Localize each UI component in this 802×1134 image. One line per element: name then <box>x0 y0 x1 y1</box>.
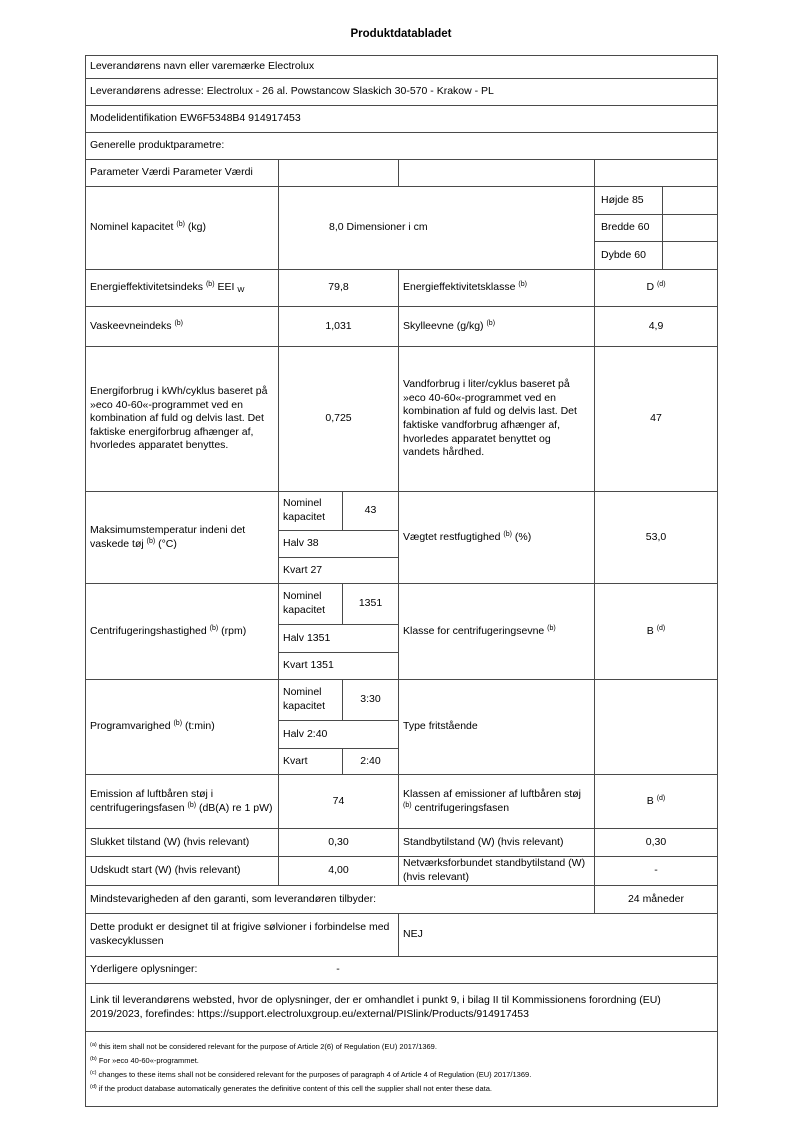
energy-class-label-text: Energieffektivitetsklasse <box>403 281 516 294</box>
delay-start-value-cell: 4,00 <box>278 857 398 885</box>
model-identification-cell <box>86 106 717 132</box>
duration-half-cell <box>279 721 398 748</box>
spin-nominal-value: 1351 <box>342 584 398 624</box>
row-parameter-header <box>86 159 717 186</box>
warranty-value-cell: 24 måneder <box>594 886 717 913</box>
supplier-name-cell <box>86 56 717 78</box>
dimension-width-label: Bredde <box>601 221 635 234</box>
spin-class-label <box>403 625 556 639</box>
type-value: fritstående <box>428 720 478 733</box>
noise-class-label <box>403 788 590 815</box>
duration-label <box>90 720 215 734</box>
duration-nominal-label: Nominel kapacitet <box>283 686 326 712</box>
row-max-temperature <box>86 491 717 583</box>
footnote-c-text: changes to these items shall not be considered relevant for the purposes of paragraph 4 of Article 4 of Regulation (EU) 2017/1369. <box>98 1069 532 1079</box>
nominal-capacity-label-cell <box>86 187 278 269</box>
footnote-ref: (d) <box>656 281 666 289</box>
page-title: Produktdatabladet <box>350 28 452 40</box>
moisture-unit: (%) <box>514 530 532 543</box>
row-warranty <box>86 885 717 913</box>
spin-nominal-row <box>279 584 398 624</box>
noise-label <box>90 788 274 815</box>
noise-label-cell <box>86 775 278 828</box>
eei-label-text: Energieffektivitetsindeks <box>90 281 204 294</box>
dimension-row-depth <box>595 241 717 269</box>
off-mode-value-cell: 0,30 <box>278 829 398 856</box>
footnote-b-text: For »eco 40-60«-programmet. <box>98 1055 199 1065</box>
energy-class-label-cell <box>398 270 594 306</box>
row-programme-duration <box>86 679 717 774</box>
noise-unit: (dB(A) re 1 pW) <box>198 801 273 814</box>
supplier-name <box>90 60 314 74</box>
supplier-address-cell <box>86 79 717 105</box>
website-link-cell <box>86 984 717 1031</box>
spin-subtable <box>278 584 398 679</box>
duration-quarter-value: 2:40 <box>342 749 398 774</box>
washing-index-label-text: Vaskeevneindeks <box>90 319 172 332</box>
duration-subtable <box>278 680 398 774</box>
noise-class-value <box>647 795 666 809</box>
spin-quarter-value: 1351 <box>310 659 334 672</box>
network-standby-value-cell: - <box>594 857 717 885</box>
dimension-row-height <box>595 187 717 214</box>
rinse-value-cell: 4,9 <box>594 307 717 346</box>
temperature-half-value: 38 <box>306 537 319 550</box>
dimension-width-cell <box>595 215 662 242</box>
spin-half-cell <box>279 625 398 652</box>
dimension-row-width <box>595 214 717 242</box>
duration-quarter-label: Kvart <box>283 754 308 767</box>
row-supplier-name <box>86 56 717 78</box>
noise-class-label-pre: Klassen af emissioner af luftbåren støj <box>403 787 581 800</box>
duration-label-cell <box>86 680 278 774</box>
spin-speed-label <box>90 625 246 639</box>
temperature-quarter-label: Kvart <box>283 563 308 576</box>
silver-ions-label-cell: Dette produkt er designet til at frigive sølvioner i forbindelse med vaskecyklussen <box>90 921 390 947</box>
nominal-capacity-label-text: Nominel kapacitet <box>90 221 174 234</box>
spin-class-value-cell <box>594 584 717 679</box>
eei-symbol: EEI <box>217 281 235 294</box>
dimension-height-value: 85 <box>631 193 644 206</box>
row-general-parameters <box>86 132 717 159</box>
footnote-ref: (b) <box>403 801 412 809</box>
eei-value-cell: 79,8 <box>278 270 398 306</box>
water-consumption-label-cell: Vandforbrug i liter/cyklus baseret på »eco 40-60«-programmet ved en kombination af fuld og delvis last. Det faktiske vandforbrug afhænger af, hvorledes apparatet benyttet og vandets hårdhed. <box>398 347 594 491</box>
delay-start-label-cell: Udskudt start (W) (hvis relevant) <box>90 864 241 877</box>
footnote-d <box>90 1082 713 1096</box>
footnote-b-marker: (b) <box>90 1055 97 1062</box>
dimensions-subtable <box>594 187 717 269</box>
footnote-ref: (b) <box>503 530 512 538</box>
energy-class-label <box>403 281 527 295</box>
rinse-label-text: Skylleevne (g/kg) <box>403 319 484 332</box>
type-label-cell <box>398 680 594 774</box>
noise-class-label-cell <box>398 775 594 828</box>
duration-nominal-value: 3:30 <box>342 680 398 720</box>
spin-half-value: 1351 <box>306 631 331 644</box>
spin-half-row <box>279 624 398 652</box>
model-identification-label: Modelidentifikation <box>90 112 177 125</box>
temperature-quarter-row <box>279 557 398 583</box>
row-silver-ions <box>86 913 717 956</box>
washing-index-label-cell <box>86 307 278 346</box>
duration-unit: (t:min) <box>184 720 215 733</box>
general-parameters-heading: Generelle produktparametre: <box>90 139 225 152</box>
footnote-a-text: this item shall not be considered relevant for the purpose of Article 2(6) of Regulation (EU) 2017/1369. <box>98 1042 437 1051</box>
footnote-ref: (b) <box>174 319 184 327</box>
parameter-header-cell: Parameter Værdi Parameter Værdi <box>90 166 253 179</box>
row-off-mode <box>86 828 717 856</box>
dimension-depth-value: 60 <box>634 248 646 261</box>
type-label-text: Type <box>403 720 426 733</box>
spin-class-label-text: Klasse for centrifugeringsevne <box>403 624 545 637</box>
footnote-ref: (d) <box>656 624 666 632</box>
footnote-ref: (b) <box>187 801 197 809</box>
duration-nominal-row <box>279 680 398 720</box>
noise-class-label-post: centrifugeringsfasen <box>414 801 510 814</box>
row-additional-info <box>86 956 717 983</box>
dimension-height-cell <box>595 187 662 214</box>
supplier-website-link[interactable]: https://support.electroluxgroup.eu/external/PISlink/Products/914917453 <box>197 1007 529 1020</box>
model-identification-value: EW6F5348B4 914917453 <box>179 112 301 125</box>
warranty-label-cell: Mindstevarigheden af den garanti, som leverandøren tilbyder: <box>90 892 376 905</box>
duration-quarter-row <box>279 748 398 774</box>
row-energy-efficiency <box>86 269 717 306</box>
temperature-quarter-cell <box>279 558 398 583</box>
max-temperature-label-text: Maksimumstemperatur indeni det vaskede tøj <box>90 523 246 550</box>
spin-speed-label-cell <box>86 584 278 679</box>
footnote-ref: (b) <box>176 221 185 229</box>
footnote-ref: (b) <box>209 624 219 632</box>
off-mode-label-cell: Slukket tilstand (W) (hvis relevant) <box>90 835 250 848</box>
footnotes-block <box>86 1032 717 1106</box>
nominal-capacity-label <box>90 221 206 235</box>
row-model-identification <box>86 105 717 132</box>
spin-quarter-label: Kvart <box>283 659 308 672</box>
nominal-capacity-unit: (kg) <box>187 221 206 234</box>
row-nominal-capacity <box>86 186 717 269</box>
supplier-name-value: Electrolux <box>268 60 315 73</box>
energy-class-value-text: D <box>646 281 655 294</box>
temperature-nominal-label: Nominel kapacitet <box>283 497 326 523</box>
additional-info-value-cell: - <box>336 963 340 976</box>
row-website-link <box>86 983 717 1031</box>
row-consumption <box>86 346 717 491</box>
moisture-label-text: Vægtet restfugtighed <box>403 530 501 543</box>
noise-value-cell: 74 <box>278 775 398 828</box>
eei-label-cell <box>86 270 278 306</box>
spin-speed-unit: (rpm) <box>221 624 247 637</box>
spin-quarter-cell <box>279 653 398 679</box>
footnote-ref: (b) <box>486 319 496 327</box>
energy-class-value <box>646 281 665 295</box>
footnote-d-marker: (d) <box>90 1083 97 1090</box>
noise-class-value-cell <box>594 775 717 828</box>
spin-class-label-cell <box>398 584 594 679</box>
row-delay-start <box>86 856 717 885</box>
datasheet-table <box>85 55 718 1107</box>
supplier-address-label: Leverandørens adresse: <box>90 85 204 98</box>
type-empty-cell <box>594 680 717 774</box>
row-footnotes <box>86 1031 717 1106</box>
nominal-capacity-value-group <box>329 221 428 235</box>
website-link-text <box>90 994 713 1021</box>
dimension-width-value: 60 <box>637 221 650 234</box>
dimension-depth-cell <box>595 242 662 269</box>
noise-class-value-text: B <box>646 794 654 807</box>
temperature-nominal-value: 43 <box>342 492 398 530</box>
footnote-a-marker: (a) <box>90 1042 97 1048</box>
spin-class-value-text: B <box>646 624 654 637</box>
footnote-ref: (b) <box>146 537 156 545</box>
row-spin-speed <box>86 583 717 679</box>
eei-label <box>90 281 244 295</box>
type-label <box>403 720 478 734</box>
spin-class-value <box>647 625 666 639</box>
dimension-depth-empty <box>662 242 717 269</box>
nominal-capacity-value-cell <box>278 187 594 269</box>
supplier-name-label: Leverandørens navn eller varemærke <box>90 60 266 73</box>
temperature-nominal-row <box>279 492 398 530</box>
duration-half-row <box>279 720 398 748</box>
footnote-c <box>90 1068 713 1082</box>
energy-consumption-label-cell: Energiforbrug i kWh/cyklus baseret på »eco 40-60«-programmet ved en kombination af fuld og delvis last. Det faktiske energiforbrug afhænger af, hvorledes apparatet benyttes. <box>90 384 268 452</box>
temperature-half-row <box>279 530 398 557</box>
water-consumption-value-cell: 47 <box>594 347 717 491</box>
additional-info-label-cell: Yderligere oplysninger: <box>90 963 198 976</box>
footnote-ref: (b) <box>547 624 556 632</box>
spin-half-label: Halv <box>283 631 305 644</box>
spin-nominal-label: Nominel kapacitet <box>283 590 326 616</box>
supplier-address <box>90 85 494 99</box>
eei-symbol-sub: W <box>237 285 245 295</box>
parameter-header-empty-3 <box>594 160 717 186</box>
spin-quarter-row <box>279 652 398 679</box>
spin-speed-label-text: Centrifugeringshastighed <box>90 624 207 637</box>
footnote-a <box>90 1040 713 1054</box>
silver-ions-value-cell: NEJ <box>398 914 717 956</box>
dimension-height-empty <box>662 187 717 214</box>
footnote-d-text: if the product database automatically generates the definitive content of this cell the supplier shall not enter these data. <box>98 1083 492 1093</box>
duration-half-value: 2:40 <box>306 727 328 740</box>
rinse-label <box>403 320 495 334</box>
network-standby-label-cell: Netværksforbundet standbytilstand (W) (hvis relevant) <box>398 857 594 885</box>
rinse-label-cell <box>398 307 594 346</box>
additional-info-empty-cell <box>398 957 717 983</box>
nominal-capacity-value: 8,0 <box>329 221 344 234</box>
temperature-half-label: Halv <box>283 537 305 550</box>
dimension-height-label: Højde <box>601 193 630 206</box>
temperature-quarter-value: 27 <box>310 563 323 576</box>
temperature-half-cell <box>279 531 398 557</box>
washing-index-value-cell: 1,031 <box>278 307 398 346</box>
parameter-header-empty-2 <box>398 160 594 186</box>
standby-label-cell: Standbytilstand (W) (hvis relevant) <box>398 829 594 856</box>
noise-label-text: Emission af luftbåren støj i centrifugeringsfasen <box>90 787 214 814</box>
temperature-subtable <box>278 492 398 583</box>
footnote-c-marker: (c) <box>90 1069 97 1076</box>
dimensions-label: Dimensioner i cm <box>346 221 428 234</box>
website-link-intro: Link til leverandørens websted, hvor de oplysninger, der er omhandlet i punkt 9, i bilag II til Kommissionens forordning (EU) 2019/2023, forefindes: <box>90 993 661 1020</box>
footnote-ref: (b) <box>173 720 183 728</box>
footnote-b <box>90 1054 713 1068</box>
dimension-width-empty <box>662 215 717 242</box>
max-temperature-unit: (°C) <box>158 537 177 550</box>
energy-consumption-value-cell: 0,725 <box>278 347 398 491</box>
moisture-value-cell: 53,0 <box>594 492 717 583</box>
parameter-header-empty-1 <box>278 160 398 186</box>
washing-index-label <box>90 320 183 334</box>
row-supplier-address <box>86 78 717 105</box>
footnote-ref: (d) <box>656 794 666 802</box>
duration-half-label: Halv <box>283 727 305 740</box>
duration-label-text: Programvarighed <box>90 720 171 733</box>
row-washing-index <box>86 306 717 346</box>
max-temperature-label <box>90 524 274 551</box>
max-temperature-label-cell <box>86 492 278 583</box>
moisture-label-cell <box>398 492 594 583</box>
supplier-address-value: Electrolux - 26 al. Powstancow Slaskich 30-570 - Krakow - PL <box>206 85 494 98</box>
moisture-label <box>403 531 531 545</box>
dimension-depth-label: Dybde <box>601 248 632 261</box>
row-airborne-noise <box>86 774 717 828</box>
energy-class-value-cell <box>594 270 717 306</box>
footnote-ref: (b) <box>518 281 527 289</box>
standby-value-cell: 0,30 <box>594 829 717 856</box>
footnote-ref: (b) <box>205 281 215 289</box>
model-identification <box>90 112 301 126</box>
